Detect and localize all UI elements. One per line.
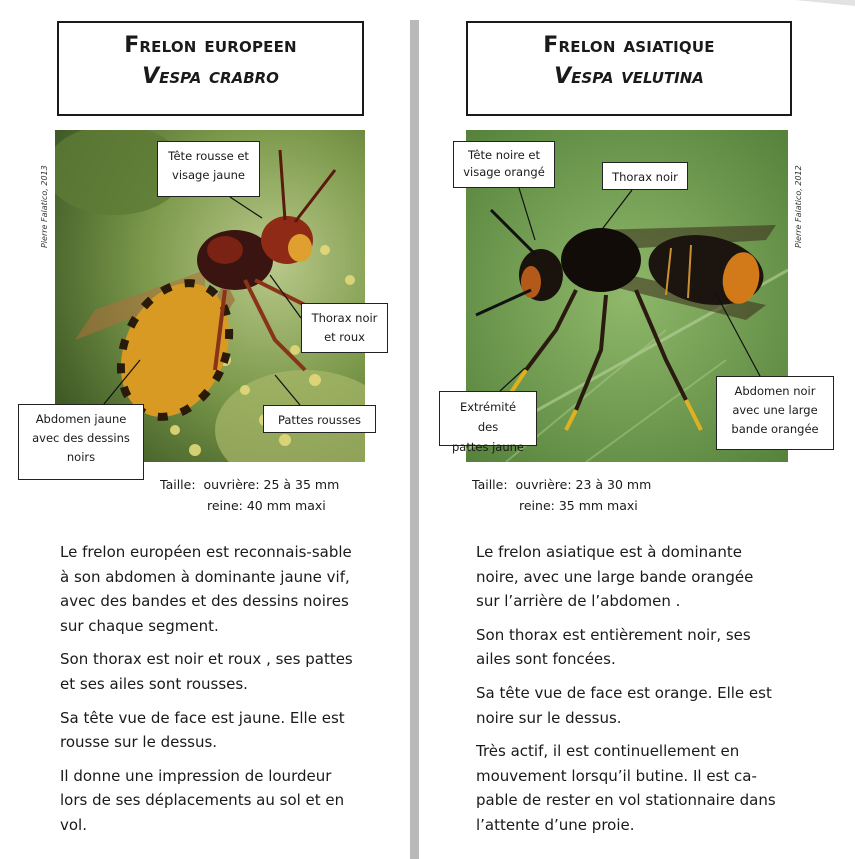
leader-right-thorax <box>600 190 632 232</box>
right-paragraph: Son thorax est entièrement noir, ses ailes sont foncées. <box>476 625 751 669</box>
left-size-line1: Taille: ouvrière: 25 à 35 mm <box>160 477 340 492</box>
leader-right-abdomen <box>715 292 760 376</box>
leader-right-legs <box>500 368 525 391</box>
leader-left-thorax <box>270 275 301 318</box>
leader-left-head <box>230 197 262 218</box>
right-title-common: Frelon asiatique <box>543 33 715 58</box>
callout-left-abdomen: Abdomen jaune avec des dessins noirs <box>18 404 144 480</box>
callout-right-abdomen: Abdomen noir avec une large bande orangée <box>716 376 834 450</box>
callout-left-legs: Pattes rousses <box>263 405 376 433</box>
left-paragraph: Il donne une impression de lourdeur lors de ses déplacements au sol et en vol. <box>60 766 345 834</box>
right-photo-credit: Pierre Falatico, 2012 <box>794 165 803 248</box>
left-paragraph: Le frelon européen est reconnais-sable à son abdomen à dominante jaune vif, avec des bandes et des dessins noires sur chaque segment. <box>60 543 352 635</box>
right-title-latin: Vespa velutina <box>554 64 704 89</box>
left-paragraph: Sa tête vue de face est jaune. Elle est rousse sur le dessus. <box>60 708 345 752</box>
leader-left-abdomen <box>104 360 140 404</box>
left-title-common: Frelon europeen <box>124 33 297 58</box>
callout-left-thorax: Thorax noir et roux <box>301 303 388 353</box>
leader-right-head <box>519 188 535 240</box>
left-title-latin: Vespa crabro <box>142 64 279 89</box>
right-size-line1: Taille: ouvrière: 23 à 30 mm <box>472 477 652 492</box>
right-size-line2: reine: 35 mm maxi <box>519 498 638 513</box>
callout-right-legs: Extrémité des pattes jaune <box>439 391 537 446</box>
left-photo-credit: Pierre Falatico, 2013 <box>40 165 49 248</box>
callout-right-thorax: Thorax noir <box>602 162 688 190</box>
right-paragraph: Le frelon asiatique est à dominante noire, avec une large bande orangée sur l’arrière de l’abdomen . <box>476 543 754 611</box>
leader-left-legs <box>275 375 300 405</box>
callout-right-head: Tête noire et visage orangé <box>453 141 555 188</box>
right-paragraph: Sa tête vue de face est orange. Elle est noire sur le dessus. <box>476 683 772 727</box>
left-paragraph: Son thorax est noir et roux , ses pattes et ses ailes sont rousses. <box>60 650 353 693</box>
left-size-line2: reine: 40 mm maxi <box>207 498 326 513</box>
callout-left-head: Tête rousse et visage jaune <box>157 141 260 197</box>
right-paragraph: Très actif, il est continuellement en mouvement lorsqu’il butine. Il est ca-pable de rester en vol stationnaire dans l’attente d’une proie. <box>476 742 776 834</box>
